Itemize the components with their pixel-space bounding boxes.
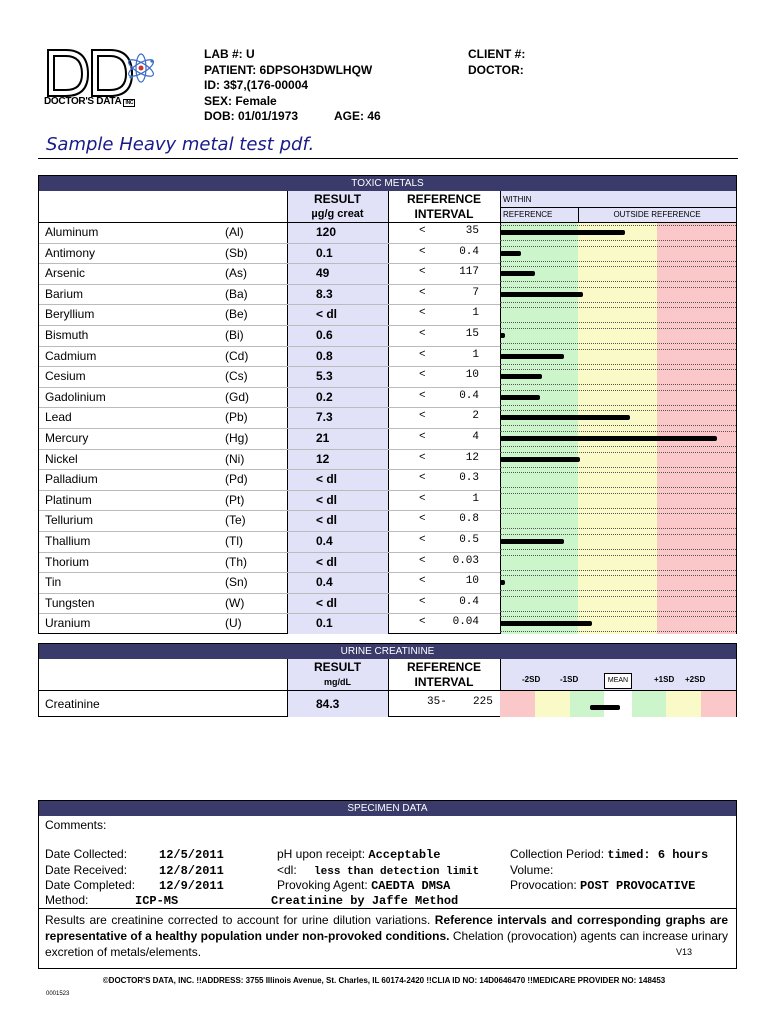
- results-note-a: Results are creatinine corrected to account for urine dilution variations.: [45, 913, 431, 927]
- reference-value: 117: [459, 266, 479, 279]
- metal-result: 5.3: [316, 369, 333, 384]
- client-info: [468, 47, 525, 78]
- graph-gridline: [500, 534, 736, 535]
- reference-value: 1: [472, 492, 479, 505]
- graph-gridline: [500, 266, 736, 267]
- footer-address: ©DOCTOR'S DATA, INC. !!ADDRESS: 3755 Illinois Avenue, St. Charles, IL 60174-2420 !!CLIA ID NO: 14D0646470 !!MEDICARE PROVIDER NO: 148453: [102, 976, 666, 985]
- agent-value: CAEDTA DMSA: [371, 879, 451, 893]
- metal-result: 0.1: [316, 616, 333, 631]
- ph-value: Acceptable: [368, 848, 441, 862]
- specimen-divider: [39, 908, 736, 909]
- results-note-b: Reference intervals and corresponding graphs are representative of a healthy population under non-provoked conditions.: [45, 913, 728, 943]
- graph-gridline: [500, 240, 736, 241]
- graph-gridline: [500, 369, 736, 370]
- mean-label-text: MEAN: [607, 677, 629, 684]
- reference-value: 7: [472, 286, 479, 299]
- creatinine-result: 84.3: [316, 697, 340, 711]
- graph-gridline: [500, 452, 736, 453]
- reference-lt: <: [419, 286, 426, 299]
- metal-name: Thallium: [45, 534, 91, 548]
- metal-level-bar: [500, 354, 564, 359]
- metal-level-bar: [500, 292, 583, 297]
- metal-result: 8.3: [316, 286, 333, 301]
- metal-name: Beryllium: [45, 307, 95, 322]
- metal-name: Cadmium: [45, 348, 97, 363]
- metal-result: 0.4: [316, 575, 333, 590]
- date-collected-value: 12/5/2011: [159, 848, 224, 862]
- reference-lt: <: [419, 266, 426, 279]
- table-row: [39, 222, 736, 243]
- graph-gridline: [500, 410, 736, 411]
- metal-symbol: (Te): [225, 513, 246, 528]
- reference-lt: <: [419, 389, 426, 402]
- table-row: [39, 531, 736, 552]
- metal-result: 12: [316, 451, 330, 466]
- creatinine-result-label: RESULT: [313, 660, 362, 674]
- creatinine-name: Creatinine: [45, 697, 100, 711]
- sd-plus1-label: +1SD: [654, 675, 675, 684]
- reference-value: 10: [465, 575, 479, 588]
- creatinine-ref-interval: INTERVAL: [414, 675, 474, 689]
- table-row: [39, 325, 736, 346]
- graph-gridline: [500, 487, 736, 488]
- graph-gridline: [500, 472, 736, 473]
- metal-name: Mercury: [45, 431, 89, 445]
- graph-gridline: [500, 493, 736, 494]
- doctor-name: DOCTOR:: [468, 62, 524, 77]
- reference-value: 1: [472, 307, 479, 320]
- graph-gridline: [500, 467, 736, 468]
- ph-field: [277, 847, 440, 862]
- metal-result: < dl: [316, 307, 338, 322]
- row-divider: [39, 490, 500, 491]
- creatinine-table: [38, 643, 737, 717]
- graph-gridline: [500, 281, 736, 282]
- row-divider: [39, 531, 500, 532]
- metal-result: 120: [316, 225, 337, 239]
- reference-lt: <: [419, 451, 426, 464]
- metal-name: Cesium: [45, 369, 86, 384]
- metal-symbol: (Pd): [225, 472, 248, 487]
- reference-lt: <: [419, 513, 426, 526]
- patient-sex: SEX: Female: [204, 93, 277, 108]
- graph-gridline: [500, 508, 736, 509]
- graph-gridline: [500, 322, 736, 323]
- reference-lt: <: [419, 410, 426, 423]
- reference-lt: <: [419, 225, 426, 237]
- dl-field: [277, 863, 479, 878]
- date-collected-label: Date Collected:: [45, 847, 128, 861]
- patient-age: AGE: 46: [334, 109, 381, 123]
- reference-value: 10: [465, 369, 479, 382]
- metal-level-bar: [500, 395, 540, 400]
- reference-lt: <: [419, 369, 426, 382]
- graph-gridline: [500, 555, 736, 556]
- patient-id: ID: 3$7,(176-00004: [204, 78, 309, 92]
- reference-lt: <: [419, 245, 426, 258]
- metal-result: < dl: [316, 472, 338, 487]
- table-row: [39, 366, 736, 387]
- metal-name: Tellurium: [45, 513, 94, 528]
- creatinine-ref-high: 225: [473, 696, 493, 708]
- logo-text: DOCTOR'S DATA INC: [44, 96, 134, 107]
- table-row: [39, 243, 736, 264]
- row-divider: [39, 346, 500, 347]
- reference-value: 12: [465, 451, 479, 464]
- reference-lt: <: [419, 575, 426, 588]
- row-divider: [39, 593, 500, 594]
- creatinine-method: Creatinine by Jaffe Method: [271, 894, 459, 908]
- table-row: [39, 449, 736, 470]
- metal-level-bar: [500, 539, 564, 544]
- metal-name: Uranium: [45, 616, 91, 631]
- reference-label: REFERENCE: [503, 210, 553, 219]
- volume-label: Volume:: [510, 863, 554, 877]
- row-divider: [39, 613, 500, 614]
- period-value: timed: 6 hours: [607, 848, 709, 862]
- reference-lt: <: [419, 348, 426, 361]
- metal-result: 0.8: [316, 348, 333, 363]
- reference-lt: <: [419, 307, 426, 320]
- reference-lt: <: [419, 472, 426, 485]
- creatinine-level-bar: [590, 705, 620, 710]
- metal-symbol: (Cd): [225, 348, 249, 363]
- creatinine-row: [39, 691, 736, 717]
- metal-symbol: (Be): [225, 307, 248, 322]
- title-divider: [38, 158, 738, 159]
- reference-value: 35: [465, 225, 479, 237]
- table-row: [39, 387, 736, 408]
- graph-gridline: [500, 631, 736, 632]
- graph-gridline: [500, 528, 736, 529]
- graph-gridline: [500, 405, 736, 406]
- row-divider: [39, 407, 500, 408]
- table-row: [39, 263, 736, 284]
- table-row: [39, 346, 736, 367]
- date-completed-label: Date Completed:: [45, 878, 136, 892]
- reference-lt: <: [419, 431, 426, 443]
- reference-value: 0.4: [459, 595, 479, 608]
- row-divider: [39, 552, 500, 553]
- period-field: [510, 847, 708, 862]
- row-divider: [39, 304, 500, 305]
- table-row: [39, 490, 736, 511]
- reference-lt: <: [419, 616, 426, 629]
- specimen-title: SPECIMEN DATA: [39, 801, 736, 816]
- metal-symbol: (Sb): [225, 245, 248, 260]
- sd-minus1-label: -1SD: [560, 675, 579, 684]
- reference-value: 0.8: [459, 513, 479, 526]
- metal-name: Lead: [45, 410, 72, 425]
- metal-symbol: (Pb): [225, 410, 248, 425]
- provocation-field: [510, 878, 695, 893]
- table-row: [39, 552, 736, 573]
- reference-lt: <: [419, 554, 426, 567]
- date-completed-value: 12/9/2011: [159, 879, 224, 893]
- metal-name: Gadolinium: [45, 389, 106, 404]
- metal-name: Antimony: [45, 245, 96, 260]
- reference-header-label: REFERENCE: [406, 192, 481, 206]
- reference-value: 1: [472, 348, 479, 361]
- metal-name: Barium: [45, 286, 84, 301]
- metal-name: Tungsten: [45, 595, 95, 610]
- metal-result: 7.3: [316, 410, 333, 425]
- creatinine-ref-header: [388, 660, 500, 690]
- graph-gridline: [500, 513, 736, 514]
- row-divider: [39, 510, 500, 511]
- reference-value: 0.3: [459, 472, 479, 485]
- date-received-value: 12/8/2011: [159, 864, 224, 878]
- reference-value: 0.5: [459, 534, 479, 546]
- metal-level-bar: [500, 415, 630, 420]
- metal-level-bar: [500, 251, 521, 256]
- mean-label: [604, 673, 632, 689]
- metal-symbol: (Al): [225, 225, 244, 239]
- metal-name: Aluminum: [45, 225, 99, 239]
- result-header-label: RESULT: [313, 192, 362, 206]
- period-label: Collection Period:: [510, 847, 605, 861]
- graph-gridline: [500, 570, 736, 571]
- graph-gridline: [500, 431, 736, 432]
- row-divider: [39, 243, 500, 244]
- graph-gridline: [500, 225, 736, 226]
- reference-lt: <: [419, 492, 426, 505]
- metal-name: Thorium: [45, 554, 90, 569]
- creatinine-result-header: [287, 660, 388, 690]
- graph-gridline: [500, 343, 736, 344]
- metal-level-bar: [500, 457, 580, 462]
- reference-value: 2: [472, 410, 479, 423]
- patient-name: PATIENT: 6DPSOH3DWLHQW: [204, 62, 373, 77]
- graph-gridline: [500, 364, 736, 365]
- metal-result: 0.1: [316, 245, 333, 260]
- row-divider: [39, 284, 500, 285]
- within-label: WITHIN: [503, 195, 532, 204]
- graph-gridline: [500, 287, 736, 288]
- table-row: [39, 593, 736, 614]
- reference-header-interval: INTERVAL: [414, 207, 474, 221]
- graph-gridline: [500, 611, 736, 612]
- metal-result: < dl: [316, 595, 338, 610]
- metal-result: 0.4: [316, 534, 333, 548]
- method-label: Method:: [45, 893, 89, 907]
- dl-label: <dl:: [277, 863, 297, 877]
- metal-symbol: (Gd): [225, 389, 249, 404]
- table-row: [39, 510, 736, 531]
- results-note-c: Chelation (provocation) agents can increase urinary excretion of metals/elements.: [45, 929, 728, 959]
- metal-symbol: (Cs): [225, 369, 248, 384]
- outside-reference-label: OUTSIDE REFERENCE: [613, 210, 701, 219]
- page-title: Sample Heavy metal test pdf.: [46, 134, 315, 155]
- toxic-metals-title: TOXIC METALS: [39, 176, 736, 191]
- form-code: 0001523: [46, 991, 70, 997]
- provocation-label: Provocation:: [510, 878, 577, 892]
- date-received-label: Date Received:: [45, 863, 128, 877]
- row-divider: [39, 325, 500, 326]
- reference-header: [388, 192, 500, 222]
- metal-symbol: (Ni): [225, 451, 245, 466]
- table-row: [39, 572, 736, 593]
- metal-name: Palladium: [45, 472, 98, 487]
- metal-symbol: (Th): [225, 554, 247, 569]
- result-header-unit: µg/g creat: [311, 208, 364, 220]
- reference-lt: <: [419, 534, 426, 546]
- graph-gridline: [500, 590, 736, 591]
- creatinine-title: URINE CREATININE: [39, 644, 736, 659]
- result-header: [287, 192, 388, 222]
- metal-symbol: (W): [225, 595, 245, 610]
- graph-gridline: [500, 425, 736, 426]
- row-divider: [39, 428, 500, 429]
- reference-value: 0.4: [459, 245, 479, 258]
- metal-symbol: (Sn): [225, 575, 248, 590]
- graph-gridline: [500, 390, 736, 391]
- table-row: [39, 304, 736, 325]
- metal-symbol: (U): [225, 616, 242, 631]
- reference-value: 0.4: [459, 389, 479, 402]
- creatinine-result-unit: mg/dL: [324, 677, 351, 687]
- metal-level-bar: [500, 230, 625, 235]
- creatinine-ref-low: 35-: [427, 696, 447, 708]
- row-divider: [39, 469, 500, 470]
- table-row: [39, 407, 736, 428]
- metal-level-bar: [500, 621, 592, 626]
- table-row: [39, 428, 736, 449]
- row-divider: [39, 572, 500, 573]
- row-divider: [39, 263, 500, 264]
- graph-gridline: [500, 246, 736, 247]
- metal-name: Bismuth: [45, 328, 89, 342]
- metal-name: Tin: [45, 575, 62, 590]
- metal-symbol: (Ba): [225, 286, 248, 301]
- metal-name: Arsenic: [45, 266, 86, 281]
- metal-result: < dl: [316, 513, 338, 528]
- toxic-metals-table: [38, 175, 737, 634]
- graph-gridline: [500, 307, 736, 308]
- specimen-data-box: [38, 800, 737, 969]
- metal-result: 49: [316, 266, 330, 281]
- reference-lt: <: [419, 328, 426, 340]
- metal-level-bar: [500, 580, 505, 585]
- patient-dob: DOB: 01/01/1973: [204, 109, 299, 123]
- sd-minus2-label: -2SD: [522, 675, 541, 684]
- metal-result: < dl: [316, 554, 338, 569]
- row-divider: [39, 366, 500, 367]
- metal-result: 21: [316, 431, 330, 445]
- graph-gridline: [500, 616, 736, 617]
- creatinine-ref-label: REFERENCE: [406, 660, 481, 674]
- graph-gridline: [500, 261, 736, 262]
- graph-gridline: [500, 328, 736, 329]
- dl-value: less than detection limit: [314, 866, 480, 878]
- metal-result: < dl: [316, 492, 338, 507]
- reference-value: 15: [465, 328, 479, 340]
- metal-symbol: (Bi): [225, 328, 244, 342]
- graph-gridline: [500, 549, 736, 550]
- metal-result: 0.6: [316, 328, 333, 342]
- reference-value: 0.03: [452, 554, 479, 567]
- reference-value: 0.04: [452, 616, 479, 629]
- table-row: [39, 613, 736, 634]
- lab-number: LAB #: U: [204, 47, 255, 61]
- client-number: CLIENT #:: [468, 47, 526, 61]
- metal-symbol: (Pt): [225, 492, 245, 507]
- graph-gridline: [500, 349, 736, 350]
- comments-label: Comments:: [45, 818, 107, 832]
- graph-gridline: [500, 384, 736, 385]
- method-value: ICP-MS: [135, 894, 179, 908]
- graph-gridline: [500, 575, 736, 576]
- graph-header-rule: [500, 207, 736, 208]
- metal-level-bar: [500, 374, 542, 379]
- agent-field: [277, 878, 450, 893]
- version-label: V13: [676, 947, 693, 957]
- sd-plus2-label: +2SD: [685, 675, 706, 684]
- row-divider: [39, 387, 500, 388]
- results-note: [45, 912, 728, 960]
- table-row: [39, 469, 736, 490]
- reference-value: 4: [472, 431, 479, 443]
- metal-result: 0.2: [316, 389, 333, 404]
- graph-gridline: [500, 596, 736, 597]
- reference-lt: <: [419, 595, 426, 608]
- doctors-data-logo: [44, 44, 158, 114]
- row-divider: [39, 449, 500, 450]
- metal-symbol: (Tl): [225, 534, 243, 548]
- metal-level-bar: [500, 333, 505, 338]
- metal-name: Nickel: [45, 451, 78, 466]
- ph-label: pH upon receipt:: [277, 847, 366, 861]
- graph-gridline: [500, 302, 736, 303]
- provocation-value: POST PROVOCATIVE: [580, 879, 696, 893]
- table-row: [39, 284, 736, 305]
- metal-level-bar: [500, 271, 535, 276]
- agent-label: Provoking Agent:: [277, 878, 368, 892]
- graph-gridline: [500, 446, 736, 447]
- metal-symbol: (Hg): [225, 431, 249, 445]
- metal-symbol: (As): [225, 266, 247, 281]
- metal-level-bar: [500, 436, 717, 441]
- metal-name: Platinum: [45, 492, 92, 507]
